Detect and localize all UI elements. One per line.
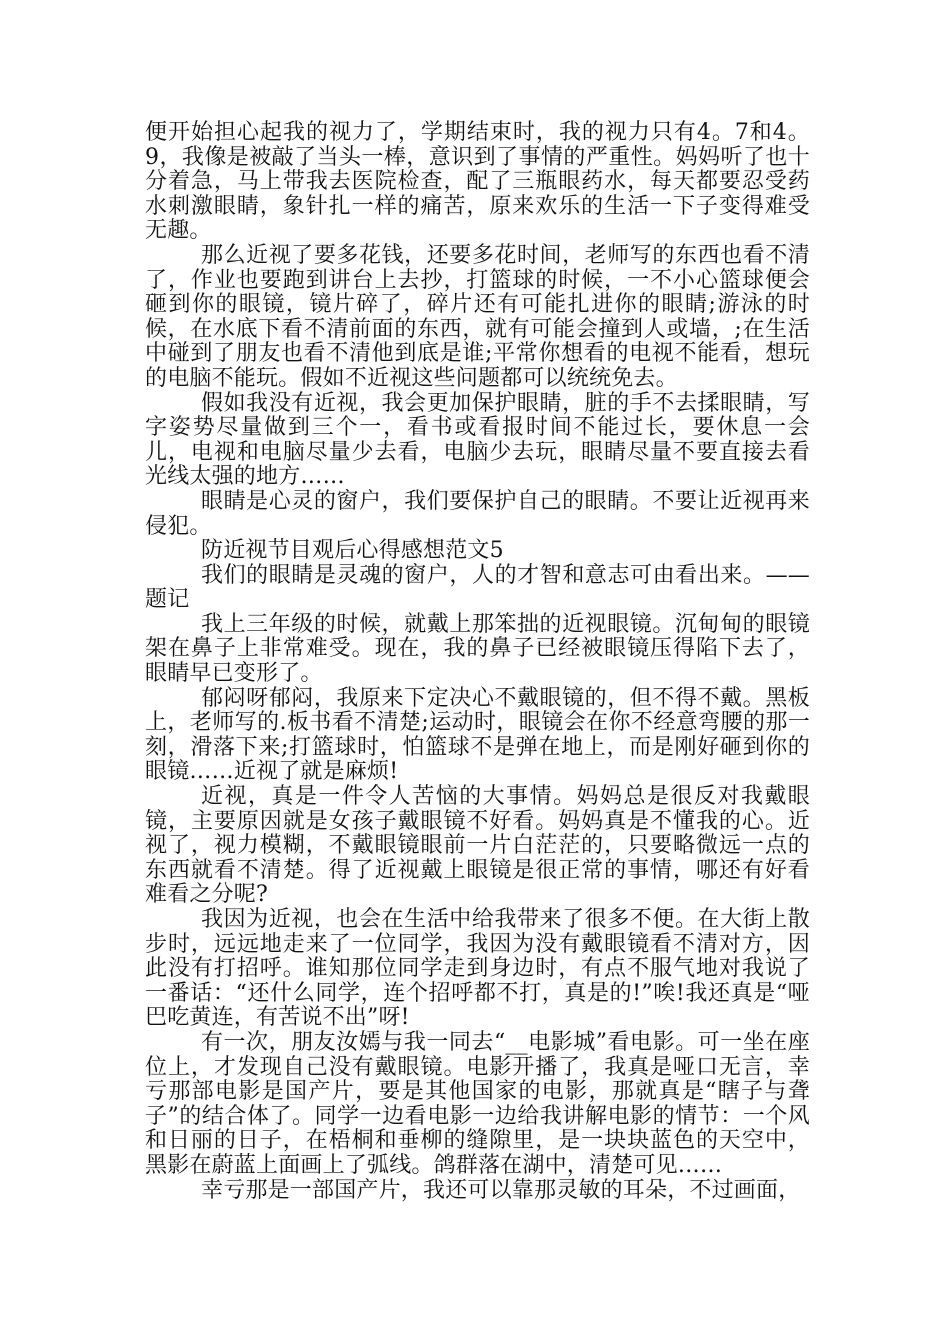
paragraph: 幸亏那是一部国产片，我还可以靠那灵敏的耳朵，不过画面，	[201, 1177, 801, 1203]
paragraph: 假如我没有近视，我会更加保护眼睛，脏的手不去揉眼睛，写字姿势尽量做到三个一，看书或看报时间不能过长，要休息一会儿，电视和电脑尽量少去看，电脑少去玩，眼睛尽量不要直接去看光线太强的地方……	[145, 390, 810, 490]
epigraph: 我们的眼睛是灵魂的窗户，人的才智和意志可由看出来。——题记	[145, 562, 810, 613]
paragraph: 有一次，朋友汝嫣与我一同去“__电影城”看电影。可一坐在座位上，才发现自己没有戴眼镜。电影开播了，我真是哑口无言，幸亏那部电影是国产片，要是其他国家的电影，那就真是“瞎子与聋子”的结合体了。同学一边看电影一边给我讲解电影的情节：一个风和日丽的日子，在梧桐和垂柳的缝隙里，是一块块蓝色的天空中，黑影在蔚蓝上面画上了弧线。鸽群落在湖中，清楚可见……	[145, 1029, 810, 1178]
paragraph: 眼睛是心灵的窗户，我们要保护自己的眼睛。不要让近视再来侵犯。	[145, 488, 810, 539]
paragraph: 近视，真是一件令人苦恼的大事情。妈妈总是很反对我戴眼镜，主要原因就是女孩子戴眼镜不好看。妈妈真是不懂我的心。近视了，视力模糊，不戴眼镜眼前一片白茫茫的，只要略微远一点的东西就看不清楚。得了近视戴上眼镜是很正常的事情，哪还有好看难看之分呢?	[145, 784, 810, 908]
section-heading: 防近视节目观后心得感想范文5	[201, 538, 504, 564]
paragraph: 我因为近视，也会在生活中给我带来了很多不便。在大街上散步时，远远地走来了一位同学，我因为没有戴眼镜看不清对方，因此没有打招呼。谁知那位同学走到身边时，有点不服气地对我说了一番话：“还什么同学，连个招呼都不打，真是的!”唉!我还真是“哑巴吃黄连，有苦说不出”呀!	[145, 907, 810, 1031]
paragraph: 郁闷呀郁闷，我原来下定决心不戴眼镜的，但不得不戴。黑板上，老师写的.板书看不清楚;运动时，眼镜会在你不经意弯腰的那一刻，滑落下来;打篮球时，怕篮球不是弹在地上，而是刚好砸到你的眼镜……近视了就是麻烦!	[145, 685, 810, 785]
paragraph-continued: 便开始担心起我的视力了，学期结束时，我的视力只有4。7和4。9，我像是被敲了当头一棒，意识到了事情的严重性。妈妈听了也十分着急，马上带我去医院检查，配了三瓶眼药水，每天都要忍受药水刺激眼睛，象针扎一样的痛苦，原来欢乐的生活一下子变得难受无趣。	[145, 120, 810, 244]
document-body	[145, 121, 810, 1203]
paragraph: 那么近视了要多花钱，还要多花时间，老师写的东西也看不清了，作业也要跑到讲台上去抄，打篮球的时候，一不小心篮球便会砸到你的眼镜，镜片碎了，碎片还有可能扎进你的眼睛;游泳的时候，在水底下看不清前面的东西，就有可能会撞到人或墙，;在生活中碰到了朋友也看不清他到底是谁;平常你想看的电视不能看，想玩的电脑不能玩。假如不近视这些问题都可以统统免去。	[145, 242, 810, 391]
paragraph: 我上三年级的时候，就戴上那笨拙的近视眼镜。沉甸甸的眼镜架在鼻子上非常难受。现在，我的鼻子已经被眼镜压得陷下去了，眼睛早已变形了。	[145, 611, 810, 687]
